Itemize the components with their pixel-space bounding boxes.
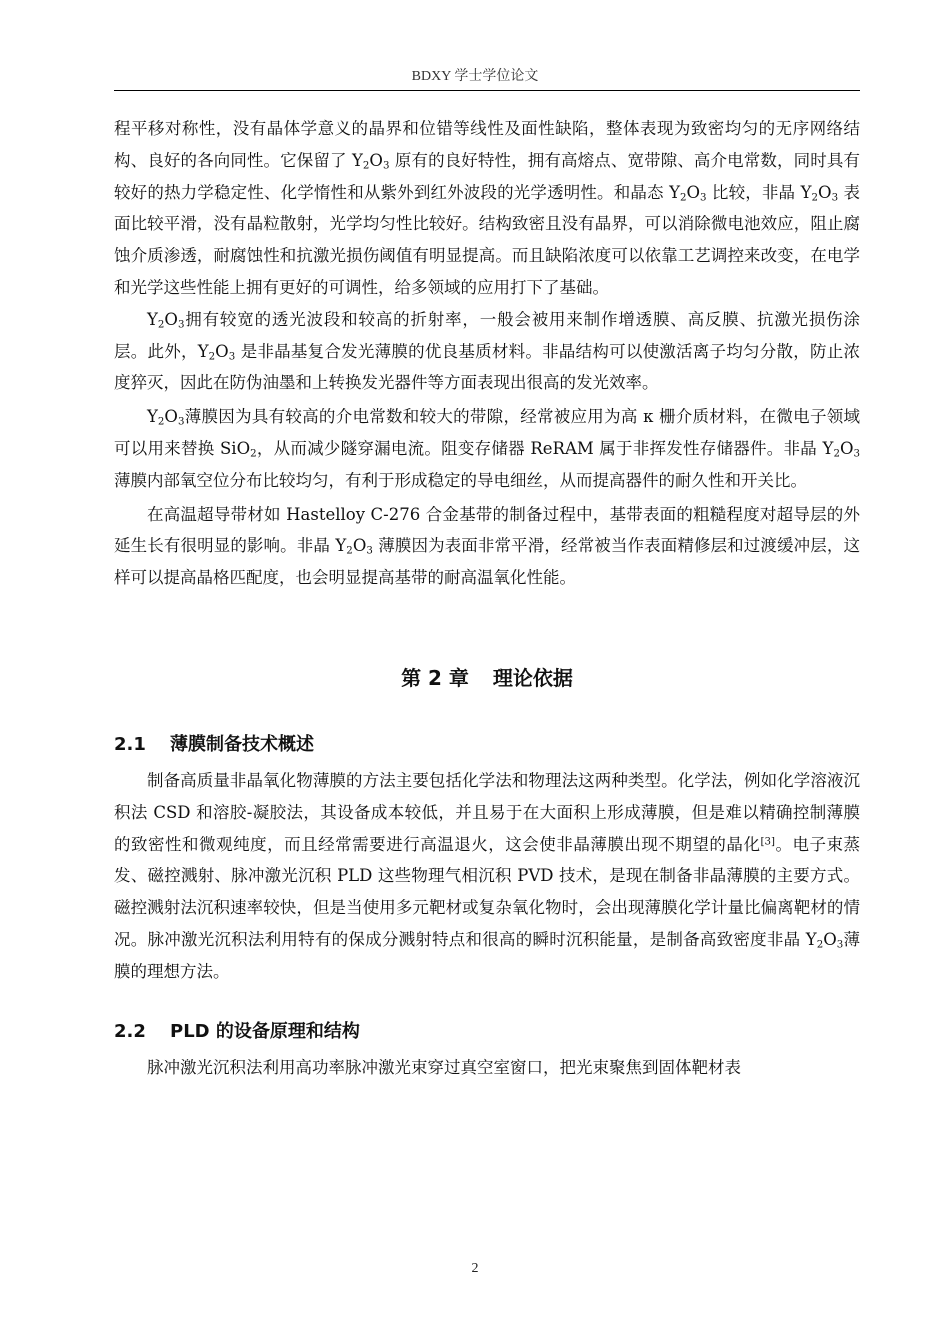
formula-y2o3: $Y_2O_3$ (147, 407, 185, 428)
running-header: BDXY 学士学位论文 (411, 69, 539, 84)
formula-y2o3: $Y_2O_3$ (800, 182, 839, 204)
citation: [3] (760, 835, 775, 847)
section-heading (114, 1017, 860, 1047)
formula-y2o3: $Y_2O_3$ (335, 536, 373, 557)
section-title: PLD 的设备原理和结构 (170, 1020, 360, 1042)
paragraph: $Y_2O_3$拥有较宽的透光波段和较高的折射率，一般会被用来制作增透膜、高反膜、抗激光损伤涂层。此外，$Y_2O_3$ 是非晶基复合发光薄膜的优良基质材料。非晶结构可以使激活离子均匀分散，防止浓度猝灭，因此在防伪油墨和上转换发光器件等方面表现出很高的发光效率。 (114, 309, 861, 393)
page-number: 2 (471, 1261, 479, 1276)
paragraph: $Y_2O_3$薄膜因为具有较高的介电常数和较大的带隙，经常被应用为高 κ 栅介质材料，在微电子领域可以用来替换 SiO$_2$，从而减少隧穿漏电流。阻变存储器 ReRAM 属于非挥发性存储器件。非晶 $Y_2O_3$薄膜内部氧空位分布比较均匀，有利于形成稳定的导电细丝，从而提高器件的耐久性和开关比。 (114, 407, 860, 490)
formula-y2o3: $Y_2O_3$ (805, 929, 844, 951)
chapter-title: 理论依据 (492, 665, 573, 690)
paragraph: 脉冲激光沉积法利用高功率脉冲激光束穿过真空室窗口，把光束聚焦到固体靶材表 (147, 1057, 741, 1077)
paragraph: 制备高质量非晶氧化物薄膜的方法主要包括化学法和物理法这两种类型。化学法，例如化学溶液沉积法 CSD 和溶胶-凝胶法，其设备成本较低，并且易于在大面积上形成薄膜，但是难以精确控制薄膜的致密性和微观纯度，而且经常需要进行高温退火，这会使非晶薄膜出现不期望的晶化[3]。电子束蒸发、磁控溅射、脉冲激光沉积 PLD 这些物理气相沉积 PVD 技术，是现在制备非晶薄膜的主要方式。磁控溅射法沉积速率较快，但是当使用多元靶材或复杂氧化物时，会出现薄膜化学计量比偏离靶材的情况。脉冲激光沉积法利用特有的保成分溅射特点和很高的瞬时沉积能量，是制备高致密度非晶 $Y_2O_3$薄膜的理想方法。 (114, 770, 861, 981)
formula-y2o3: $Y_2O_3$ (147, 309, 185, 331)
chapter-heading (114, 663, 860, 693)
formula-y2o3: $Y_2O_3$ (197, 341, 236, 363)
paragraph: 在高温超导带材如 Hastelloy C-276 合金基带的制备过程中，基带表面的粗糙程度对超导层的外延生长有很明显的影响。非晶 $Y_2O_3$ 薄膜因为表面非常平滑，经常被当作表面精修层和过渡缓冲层，这样可以提高晶格匹配度，也会明显提高基带的耐高温氧化性能。 (114, 504, 860, 588)
section-heading (114, 730, 860, 760)
paragraph: 程平移对称性，没有晶体学意义的晶界和位错等线性及面性缺陷，整体表现为致密均匀的无序网络结构、良好的各向同性。它保留了 $Y_2O_3$ 原有的良好特性，拥有高熔点、宽带隙、高介电常数，同时具有较好的热力学稳定性、化学惰性和从紫外到红外波段的光学透明性。和晶态 $Y_2O_3$ 比较，非晶 $Y_2O_3$ 表面比较平滑，没有晶粒散射，光学均匀性比较好。结构致密且没有晶界，可以消除微电池效应，阻止腐蚀介质渗透，耐腐蚀性和抗激光损伤阈值有明显提高。而且缺陷浓度可以依靠工艺调控来改变，在电学和光学这些性能上拥有更好的可调性，给多领域的应用打下了基础。 (114, 119, 860, 297)
chapter-number: 第 2 章 (401, 665, 469, 690)
section-title: 薄膜制备技术概述 (170, 733, 314, 755)
header-rule (114, 90, 860, 91)
section-number: 2.2 (114, 1020, 146, 1042)
formula-y2o3: $Y_2O_3$ (352, 150, 390, 172)
formula-y2o3: $Y_2O_3$ (822, 438, 860, 460)
formula-y2o3: $Y_2O_3$ (669, 182, 707, 204)
page-body (114, 113, 860, 1083)
section-number: 2.1 (114, 733, 146, 755)
